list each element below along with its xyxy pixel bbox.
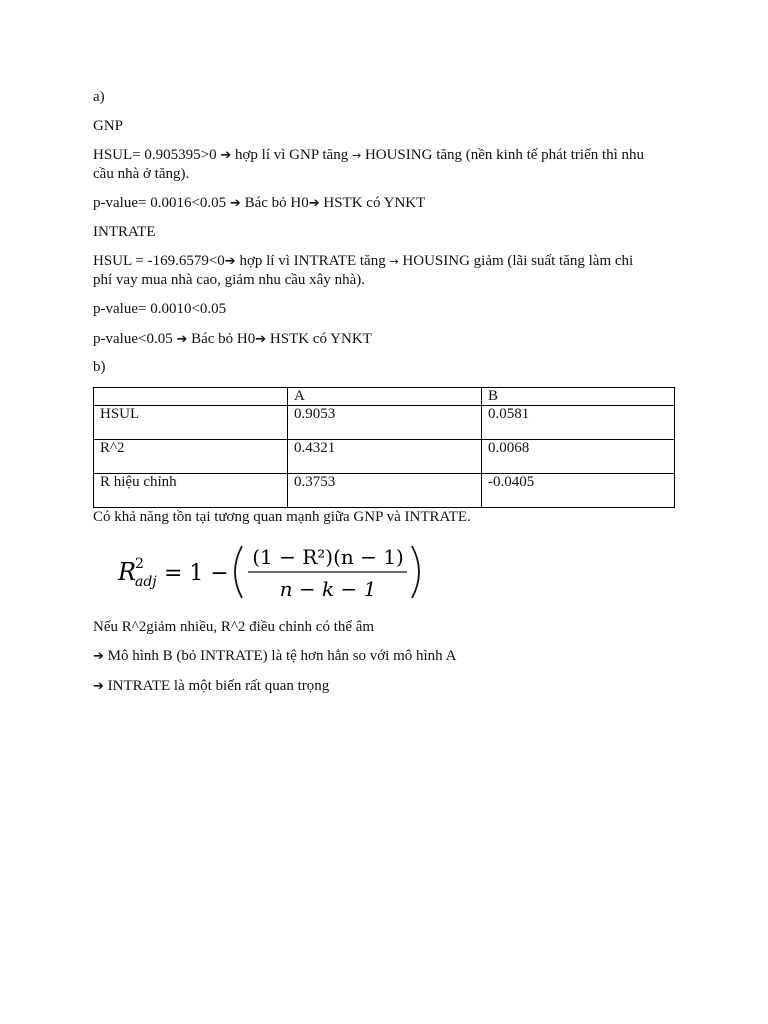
arrow-icon: ➔ xyxy=(93,649,104,664)
formula-sup: 2 xyxy=(135,556,144,572)
table-header-cell: A xyxy=(288,388,482,406)
table-cell: R^2 xyxy=(94,440,288,474)
table-row xyxy=(94,474,675,508)
gnp-title: GNP xyxy=(93,118,124,134)
table-header-cell: B xyxy=(482,388,675,406)
small-arrow-icon: → xyxy=(389,255,399,268)
table-cell: 0.0581 xyxy=(482,406,675,440)
formula-equals: = 1 − xyxy=(164,561,229,586)
gnp-hsul-effect: HOUSING tăng (nền kinh tế phát triển thì nhu xyxy=(364,147,645,163)
arrow-icon: ➔ xyxy=(255,332,267,347)
table-cell: 0.3753 xyxy=(288,474,482,508)
arrow-icon: ➔ xyxy=(224,254,236,269)
table-cell: -0.0405 xyxy=(482,474,675,508)
arrow-icon: ➔ xyxy=(308,196,320,211)
gnp-hsul-effect-cont: cầu nhà ở tăng). xyxy=(93,166,190,182)
intrate-reject-h0: Bác bỏ H0 xyxy=(191,331,256,347)
gnp-hsul-value: HSUL= 0.905395>0 xyxy=(93,147,217,163)
intrate-hsul-paragraph xyxy=(93,252,683,290)
formula-left-paren xyxy=(235,546,242,598)
table-header-row xyxy=(94,388,675,406)
correlation-note: Có khả năng tồn tại tương quan mạnh giữa GNP và INTRATE. xyxy=(93,509,471,525)
intrate-conclusion-paragraph xyxy=(93,330,683,349)
formula-denominator: n − k − 1 xyxy=(279,577,377,601)
intrate-title: INTRATE xyxy=(93,224,156,240)
adjusted-r2-formula xyxy=(116,540,426,604)
arrow-icon: ➔ xyxy=(229,196,241,211)
intrate-significance: HSTK có YNKT xyxy=(269,331,372,347)
table-cell: 0.0068 xyxy=(482,440,675,474)
arrow-icon: ➔ xyxy=(220,148,232,163)
table-row xyxy=(94,406,675,440)
table-header-cell xyxy=(94,388,288,406)
section-b-label: b) xyxy=(93,359,106,375)
formula-lhs: R xyxy=(118,558,137,586)
formula-right-paren xyxy=(412,546,419,598)
comparison-table xyxy=(93,387,675,508)
gnp-pvalue: p-value= 0.0016<0.05 xyxy=(93,195,227,211)
table-cell: 0.9053 xyxy=(288,406,482,440)
arrow-icon: ➔ xyxy=(93,679,104,694)
note-model-b-text: Mô hình B (bỏ INTRATE) là tệ hơn hẳn so với mô hình A xyxy=(107,648,457,664)
intrate-hsul-effect: HOUSING giảm (lãi suất tăng làm chi xyxy=(402,253,634,269)
formula-sub: adj xyxy=(135,574,157,590)
table-row xyxy=(94,440,675,474)
intrate-pvalue: p-value= 0.0010<0.05 xyxy=(93,301,227,317)
intrate-conclusion-pvalue: p-value<0.05 xyxy=(93,331,173,347)
table-cell: 0.4321 xyxy=(288,440,482,474)
gnp-pvalue-paragraph xyxy=(93,194,683,213)
gnp-significance: HSTK có YNKT xyxy=(323,195,426,211)
intrate-hsul-value: HSUL = -169.6579<0 xyxy=(93,253,225,269)
note-model-b-worse xyxy=(93,647,683,666)
table-cell: R hiệu chỉnh xyxy=(94,474,288,508)
gnp-hsul-paragraph xyxy=(93,146,683,184)
arrow-icon: ➔ xyxy=(176,332,188,347)
section-a-label: a) xyxy=(93,89,105,105)
gnp-hsul-reason: hợp lí vì GNP tăng xyxy=(235,147,349,163)
note-adjusted-negative: Nếu R^2giảm nhiều, R^2 điều chỉnh có thể âm xyxy=(93,619,375,635)
table-cell: HSUL xyxy=(94,406,288,440)
note-intrate-text: INTRATE là một biến rất quan trọng xyxy=(107,678,330,694)
note-intrate-important xyxy=(93,677,683,696)
small-arrow-icon: → xyxy=(351,149,362,162)
intrate-hsul-effect-cont: phí vay mua nhà cao, giảm nhu cầu xây nhà). xyxy=(93,272,365,288)
gnp-reject-h0: Bác bỏ H0 xyxy=(244,195,309,211)
intrate-hsul-reason: hợp lí vì INTRATE tăng xyxy=(239,253,386,269)
formula-numerator: (1 − R²)(n − 1) xyxy=(252,545,404,569)
